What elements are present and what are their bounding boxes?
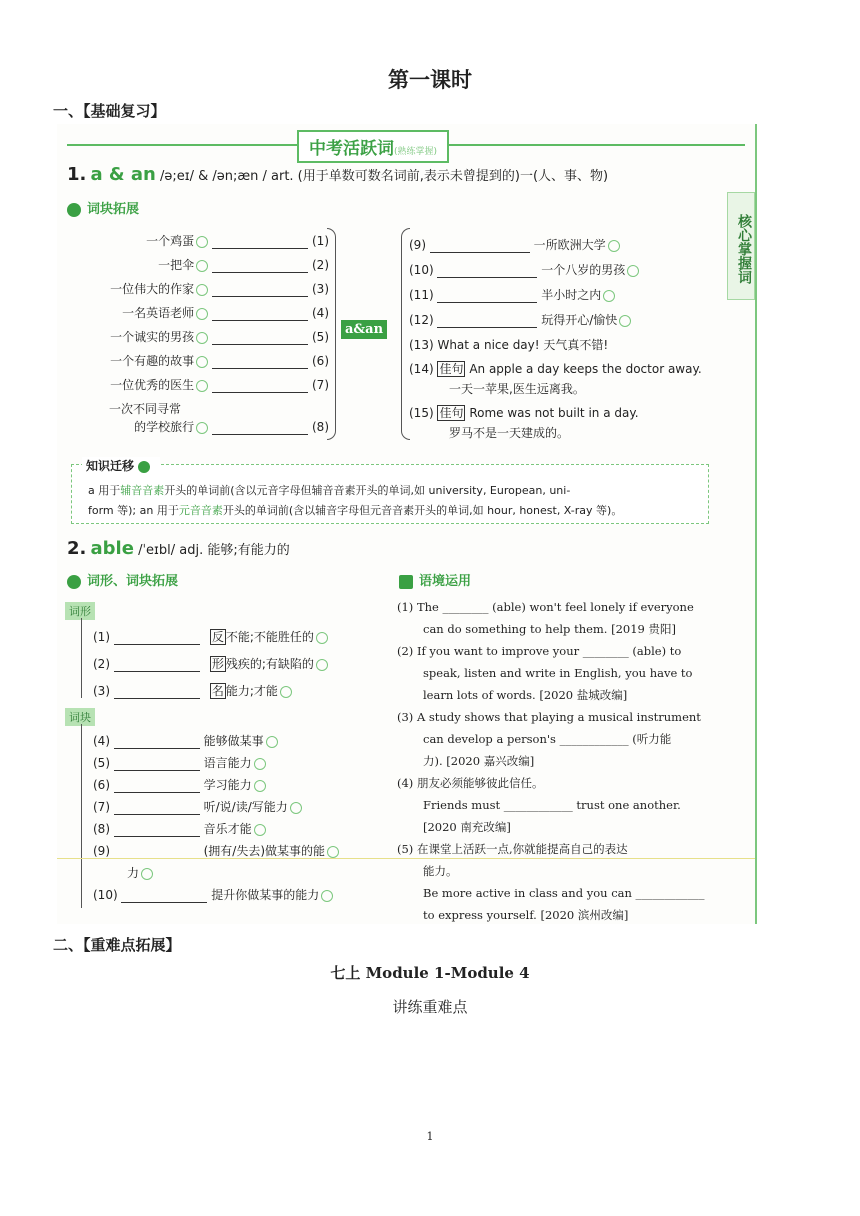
- context-line: (5) 在课堂上活跃一点,你就能提高自己的表达: [397, 842, 628, 856]
- audio-mark-icon: [141, 868, 153, 880]
- block-item: [93, 820, 266, 837]
- item-chinese: 不能;不能胜任的: [225, 630, 314, 644]
- audio-mark-icon: [196, 260, 208, 272]
- context-line: 力). [2020 嘉兴改编]: [423, 754, 535, 768]
- answer-blank[interactable]: [114, 836, 200, 837]
- word-entry-a-an: 1. a & an /ə;eɪ/ & /ən;æn / art. (用于单数可数名词前,表示未曾提到的)一(人、事、物): [67, 164, 609, 185]
- highlight-line: [57, 858, 755, 859]
- knowledge-title: 知识迁移: [82, 457, 160, 474]
- module-subtitle: 讲练重难点: [392, 998, 468, 1016]
- audio-mark-icon: [603, 290, 615, 302]
- item-number: (5): [308, 330, 329, 344]
- item-chinese: 一位优秀的医生: [110, 378, 195, 392]
- book-icon: [67, 203, 81, 217]
- page-title: 第一课时: [388, 68, 472, 92]
- answer-blank[interactable]: [212, 296, 308, 297]
- right-item: [409, 236, 620, 253]
- answer-blank[interactable]: [114, 671, 200, 672]
- audio-mark-icon: [627, 265, 639, 277]
- right-item: [409, 286, 615, 303]
- audio-mark-icon: [254, 824, 266, 836]
- item-number: (6): [308, 354, 329, 368]
- right-item: [409, 261, 639, 278]
- answer-blank[interactable]: [437, 302, 537, 303]
- context-line: learn lots of words. [2020 盐城改编]: [423, 688, 628, 702]
- answer-blank[interactable]: [114, 644, 200, 645]
- context-line: speak, listen and write in English, you have to: [423, 666, 693, 680]
- subheading-context-use: 语境运用: [399, 570, 471, 589]
- a-an-tag: a&an: [341, 320, 387, 339]
- item-number: (5): [93, 756, 114, 770]
- item-number: (9): [409, 238, 430, 252]
- context-line: can do something to help them. [2019 贵阳]: [423, 622, 677, 636]
- item-chinese: 音乐才能: [199, 822, 252, 836]
- item-chinese: 的学校旅行: [134, 420, 195, 434]
- left-item: [110, 376, 329, 393]
- answer-blank[interactable]: [212, 344, 308, 345]
- item-chinese: 一把伞: [158, 258, 195, 272]
- item-number: (2): [93, 657, 114, 671]
- tag-word-form: 词形: [65, 602, 95, 620]
- book-icon: [67, 575, 81, 589]
- context-line: [2020 南充改编]: [423, 820, 511, 834]
- item-number: (3): [308, 282, 329, 296]
- page-number: 1: [426, 1130, 434, 1143]
- item-chinese: 一个有趣的故事: [110, 354, 195, 368]
- left-item: [110, 280, 329, 297]
- item-chinese: 语言能力: [199, 756, 252, 770]
- knowledge-transfer-box: [71, 459, 709, 524]
- item-number: (4): [308, 306, 329, 320]
- subheading-word-blocks: 词块拓展: [67, 198, 139, 217]
- item-number: (11): [409, 288, 438, 302]
- item-number: (3): [93, 684, 114, 698]
- audio-mark-icon: [196, 380, 208, 392]
- item-chinese: 学习能力: [199, 778, 252, 792]
- module-title: 七上 Module 1-Module 4: [330, 964, 530, 982]
- left-item: [134, 418, 329, 435]
- context-line: can develop a person's ____________ (听力能: [423, 732, 672, 746]
- block-item: [93, 776, 266, 793]
- section-basic-review: 一、【基础复习】: [53, 102, 166, 120]
- audio-mark-icon: [608, 240, 620, 252]
- audio-mark-icon: [196, 236, 208, 248]
- item-number: (10): [409, 263, 438, 277]
- item-14-translation: 一天一苹果,医生远离我。: [449, 382, 585, 396]
- answer-blank[interactable]: [114, 748, 200, 749]
- item-14: (14) 佳句 An apple a day keeps the doctor away.: [409, 362, 702, 376]
- block-item: [93, 798, 302, 815]
- side-label: 核心掌握词: [727, 192, 755, 300]
- answer-blank[interactable]: [212, 272, 308, 273]
- block-item: [93, 732, 278, 749]
- audio-mark-icon: [290, 802, 302, 814]
- answer-blank[interactable]: [114, 698, 200, 699]
- answer-blank[interactable]: [212, 434, 308, 435]
- item-number: (4): [93, 734, 114, 748]
- context-line: to express yourself. [2020 滨州改编]: [423, 908, 629, 922]
- context-line: (3) A study shows that playing a musical instrument: [397, 710, 701, 724]
- audio-mark-icon: [196, 422, 208, 434]
- block-item: [127, 864, 153, 881]
- form-item: [93, 682, 292, 699]
- item-chinese: 半小时之内: [537, 288, 602, 302]
- form-type-box: 形: [211, 657, 224, 671]
- item-chinese: 一所欧洲大学: [529, 238, 606, 252]
- item-number: (7): [93, 800, 114, 814]
- context-line: (1) The ________ (able) won't feel lonely if everyone: [397, 600, 694, 614]
- item-15: (15) 佳句 Rome was not built in a day.: [409, 406, 639, 420]
- item-chinese: 玩得开心/愉快: [537, 313, 618, 327]
- context-line: (2) If you want to improve your ________ (able) to: [397, 644, 682, 658]
- item-number: (1): [308, 234, 329, 248]
- answer-blank[interactable]: [114, 792, 200, 793]
- answer-blank[interactable]: [437, 327, 537, 328]
- item-13: (13) What a nice day! 天气真不错!: [409, 338, 609, 352]
- audio-mark-icon: [254, 780, 266, 792]
- audio-mark-icon: [321, 890, 333, 902]
- pencil-note-icon: [399, 575, 413, 589]
- form-type-box: 反: [211, 630, 224, 644]
- item-number: (9): [93, 844, 114, 858]
- vocab-header: 中考活跃词(熟练掌握): [297, 130, 449, 163]
- item-chinese: 听/说/读/写能力: [199, 800, 288, 814]
- context-line: 能力。: [423, 864, 458, 878]
- answer-blank[interactable]: [212, 320, 308, 321]
- subheading-forms-blocks: 词形、词块拓展: [67, 570, 178, 589]
- section-key-points: 二、【重难点拓展】: [53, 936, 181, 954]
- item-chinese: 一位伟大的作家: [110, 282, 195, 296]
- answer-blank[interactable]: [437, 277, 537, 278]
- audio-mark-icon: [196, 356, 208, 368]
- item-chinese: 能够做某事: [199, 734, 264, 748]
- item-chinese: 一个鸡蛋: [146, 234, 195, 248]
- block-item: [93, 754, 266, 771]
- item-chinese: 一次不同寻常: [108, 402, 181, 416]
- audio-mark-icon: [196, 284, 208, 296]
- audio-mark-icon: [619, 315, 631, 327]
- block-item: [93, 842, 339, 859]
- left-item: [109, 400, 329, 417]
- item-number: (8): [93, 822, 114, 836]
- item-number: (8): [308, 420, 329, 434]
- audio-mark-icon: [196, 308, 208, 320]
- use-icon: [138, 461, 150, 473]
- item-number: (7): [308, 378, 329, 392]
- item-number: (12): [409, 313, 438, 327]
- block-line: [81, 724, 82, 908]
- item-chinese: 一名英语老师: [122, 306, 195, 320]
- item-chinese: 提升你做某事的能力: [207, 888, 320, 902]
- audio-mark-icon: [316, 659, 328, 671]
- left-item: [110, 352, 329, 369]
- item-chinese: 一个诚实的男孩: [110, 330, 195, 344]
- form-line: [81, 618, 82, 698]
- item-number: (2): [308, 258, 329, 272]
- item-number: (6): [93, 778, 114, 792]
- item-15-translation: 罗马不是一天建成的。: [449, 426, 570, 440]
- item-chinese: (拥有/失去)做某事的能: [199, 844, 326, 858]
- right-item: [409, 311, 631, 328]
- item-number: (10): [93, 888, 122, 902]
- left-item: [110, 328, 329, 345]
- answer-blank[interactable]: [212, 392, 308, 393]
- audio-mark-icon: [254, 758, 266, 770]
- left-item: [122, 304, 329, 321]
- item-number: (1): [93, 630, 114, 644]
- form-item: [93, 628, 328, 645]
- answer-blank[interactable]: [121, 902, 207, 903]
- answer-blank[interactable]: [212, 248, 308, 249]
- word-entry-able: 2. able /ˈeɪbl/ adj. 能够;有能力的: [67, 538, 290, 559]
- left-item: [146, 232, 329, 249]
- answer-blank[interactable]: [430, 252, 530, 253]
- form-type-box: 名: [211, 684, 224, 698]
- knowledge-text: a 用于辅音音素开头的单词前(含以元音字母但辅音音素开头的单词,如 university, European, uni- form 等); an 用于元音音素开头的单词前(含以辅音字母但元音音素开头的单词,如 hour, honest, X-ray 等)。: [88, 484, 623, 517]
- item-chinese: 一个八岁的男孩: [537, 263, 626, 277]
- item-chinese: 力: [127, 866, 140, 880]
- context-line: Friends must ____________ trust one another.: [423, 798, 681, 812]
- answer-blank[interactable]: [114, 814, 200, 815]
- answer-blank[interactable]: [212, 368, 308, 369]
- audio-mark-icon: [266, 736, 278, 748]
- audio-mark-icon: [327, 846, 339, 858]
- scanned-vocab-image: [57, 124, 757, 924]
- item-chinese: 能力;才能: [225, 684, 278, 698]
- context-line: (4) 朋友必须能够彼此信任。: [397, 776, 544, 790]
- audio-mark-icon: [196, 332, 208, 344]
- tag-word-block: 词块: [65, 708, 95, 726]
- audio-mark-icon: [280, 686, 292, 698]
- audio-mark-icon: [316, 632, 328, 644]
- form-item: [93, 655, 328, 672]
- left-item: [158, 256, 329, 273]
- item-chinese: 残疾的;有缺陷的: [225, 657, 314, 671]
- context-line: Be more active in class and you can ____________: [423, 886, 705, 900]
- block-item: [93, 886, 333, 903]
- answer-blank[interactable]: [114, 770, 200, 771]
